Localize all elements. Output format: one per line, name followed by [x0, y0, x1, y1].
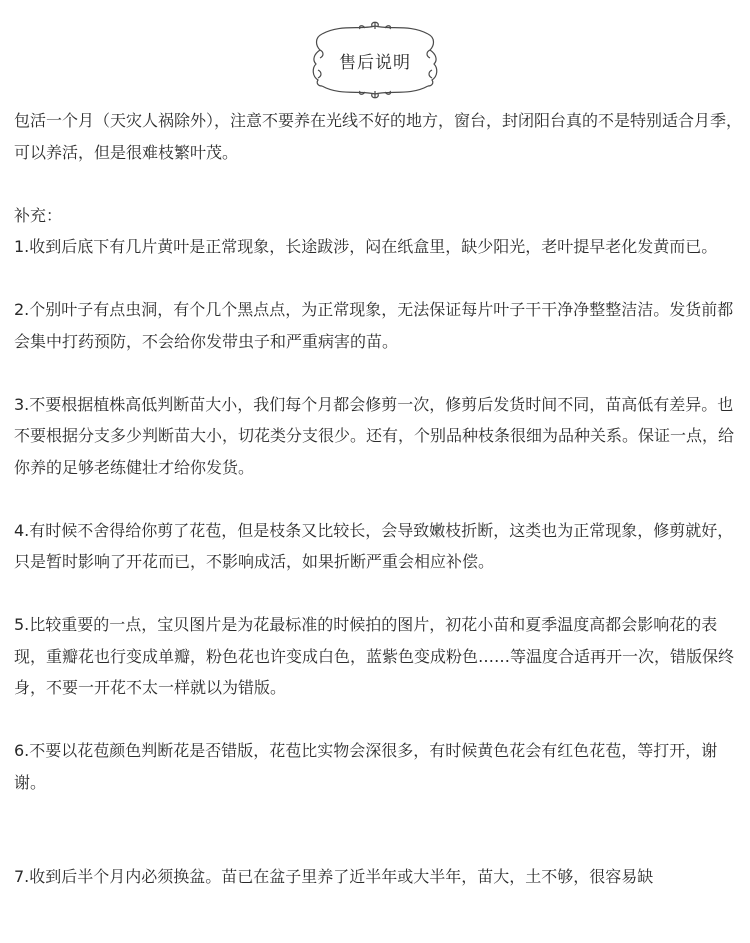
- after-sales-notes: [14, 105, 742, 893]
- note-5: 5.比较重要的一点，宝贝图片是为花最标准的时候拍的图片，初花小苗和夏季温度高都会影响花的表现，重瓣花也行变成单瓣，粉色花也许变成白色，蓝紫色变成粉色……等温度合适再开一次，错版保终身，不要一开花不太一样就以为错版。: [14, 615, 735, 697]
- page-title: 售后说明: [339, 53, 411, 73]
- intro-paragraph: 包活一个月（天灾人祸除外），注意不要养在光线不好的地方，窗台，封闭阳台真的不是特别适合月季，可以养活，但是很难枝繁叶茂。: [14, 111, 743, 162]
- note-2: 2.个别叶子有点虫洞，有个几个黑点点，为正常现象，无法保证每片叶子干干净净整整洁洁。发货前都会集中打药预防，不会给你发带虫子和严重病害的苗。: [14, 300, 734, 351]
- header: [0, 0, 750, 100]
- note-3: 3.不要根据植株高低判断苗大小，我们每个月都会修剪一次，修剪后发货时间不同，苗高低有差异。也不要根据分支多少判断苗大小，切花类分支很少。还有，个别品种枝条很细为品种关系。保证一点，给你养的足够老练健壮才给你发货。: [14, 394, 735, 477]
- note-4: 4.有时候不舍得给你剪了花苞，但是枝条又比较长，会导致嫩枝折断，这类也为正常现象，修剪就好，只是暂时影响了开花而已，不影响成活，如果折断严重会相应补偿。: [14, 520, 734, 571]
- supplement-label: 补充：: [14, 205, 63, 225]
- note-1: 1.收到后底下有几片黄叶是正常现象，长途跋涉，闷在纸盒里，缺少阳光，老叶提早老化发黄而已。: [14, 237, 718, 256]
- note-6: 6.不要以花苞颜色判断花是否错版，花苞比实物会深很多，有时候黄色花会有红色花苞，等打开，谢谢。: [14, 741, 718, 792]
- note-7: 7.收到后半个月内必须换盆。苗已在盆子里养了近半年或大半年，苗大，土不够，很容易缺: [14, 867, 654, 886]
